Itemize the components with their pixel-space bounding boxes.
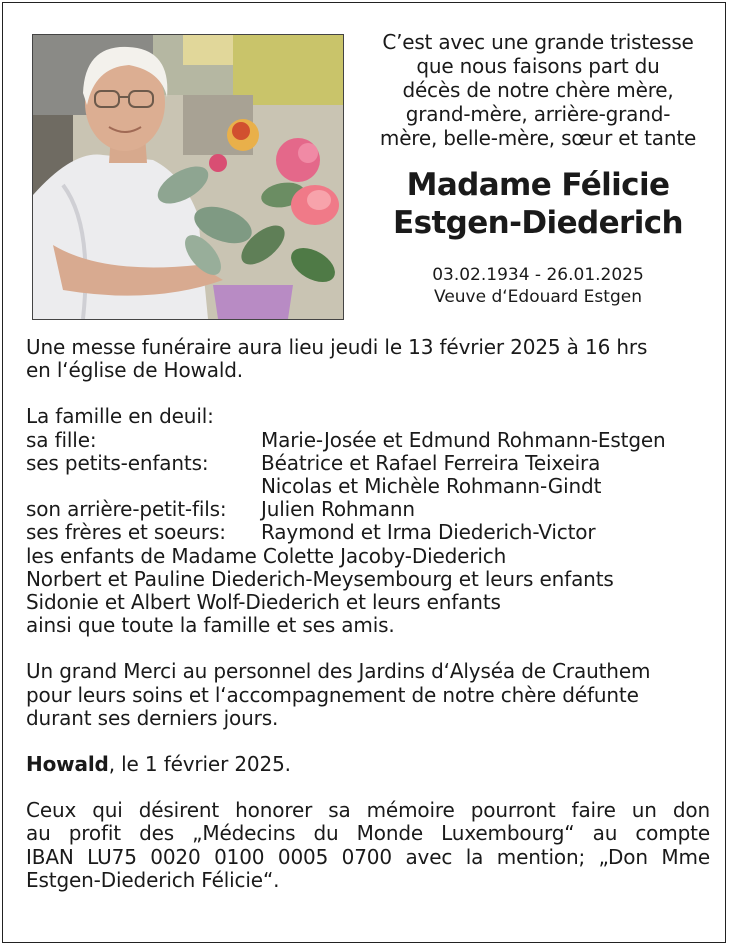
donation-line: IBAN LU75 0020 0100 0005 0700 avec la mention; „Don Mme <box>26 844 710 869</box>
donation-line: Estgen-Diederich Félicie“. <box>26 867 280 892</box>
family-row <box>26 429 710 452</box>
family-other: Sidonie et Albert Wolf-Diederich et leurs enfants <box>26 590 501 615</box>
family-row-label: son arrière-petit-fils: <box>26 497 227 522</box>
notice-body <box>26 336 710 892</box>
place-date <box>26 753 710 776</box>
deceased-name <box>352 166 724 242</box>
name-line-1: Madame Félicie <box>406 167 670 203</box>
life-dates <box>352 264 724 308</box>
intro-line: décès de notre chère mère, <box>402 78 674 102</box>
family-row-label <box>26 475 261 498</box>
widow-of: Veuve d‘Edouard Estgen <box>434 287 642 307</box>
date: , le 1 février 2025. <box>108 752 291 777</box>
family-row-label: ses petits-enfants: <box>26 450 209 475</box>
family-row-value: Marie-Josée et Edmund Rohmann-Estgen <box>261 427 666 452</box>
birth-death-dates: 03.02.1934 - 26.01.2025 <box>432 265 644 285</box>
family-row-label: sa fille: <box>26 427 97 452</box>
place: Howald <box>26 752 109 777</box>
family-row-value: Julien Rohmann <box>261 497 415 522</box>
family-row-value: Béatrice et Rafael Ferreira Teixeira <box>261 450 601 475</box>
mass-line-1: Une messe funéraire aura lieu jeudi le 13 février 2025 à 16 hrs <box>26 335 648 359</box>
mass-line-2: en l‘église de Howald. <box>26 358 244 383</box>
family-row-label: ses frères et soeurs: <box>26 520 226 545</box>
intro-line: grand-mère, arrière-grand- <box>405 102 671 126</box>
thanks-line: durant ses derniers jours. <box>26 705 279 730</box>
intro-line: C’est avec une grande tristesse <box>382 30 694 54</box>
thanks-line: Un grand Merci au personnel des Jardins d‘Alyséa de Crauthem <box>26 659 651 684</box>
family-row <box>26 521 710 544</box>
mass-announcement <box>26 336 710 382</box>
name-line-2: Estgen-Diederich <box>393 205 683 241</box>
family-heading: La famille en deuil: <box>26 404 214 429</box>
intro-line: que nous faisons part du <box>416 54 660 78</box>
intro-line: mère, belle-mère, sœur et tante <box>379 126 697 150</box>
family-other: Norbert et Pauline Diederich-Meysembourg et leurs enfants <box>26 566 614 591</box>
family-other: les enfants de Madame Colette Jacoby-Diederich <box>26 543 507 568</box>
family-row <box>26 498 710 521</box>
family-row-value: Raymond et Irma Diederich-Victor <box>261 520 596 545</box>
intro-text <box>352 30 724 150</box>
donation-paragraph <box>26 799 710 892</box>
thanks-line: pour leurs soins et l‘accompagnement de notre chère défunte <box>26 682 639 707</box>
family-row <box>26 475 710 498</box>
donation-line: au profit des „Médecins du Monde Luxembourg“ au compte <box>26 821 710 846</box>
thanks-paragraph <box>26 660 710 730</box>
portrait-photo <box>32 34 344 320</box>
family-section <box>26 405 710 637</box>
family-other: ainsi que toute la famille et ses amis. <box>26 613 395 638</box>
donation-line: Ceux qui désirent honorer sa mémoire pourront faire un don <box>26 798 710 823</box>
family-row-value: Nicolas et Michèle Rohmann-Gindt <box>261 474 602 499</box>
family-row <box>26 452 710 475</box>
